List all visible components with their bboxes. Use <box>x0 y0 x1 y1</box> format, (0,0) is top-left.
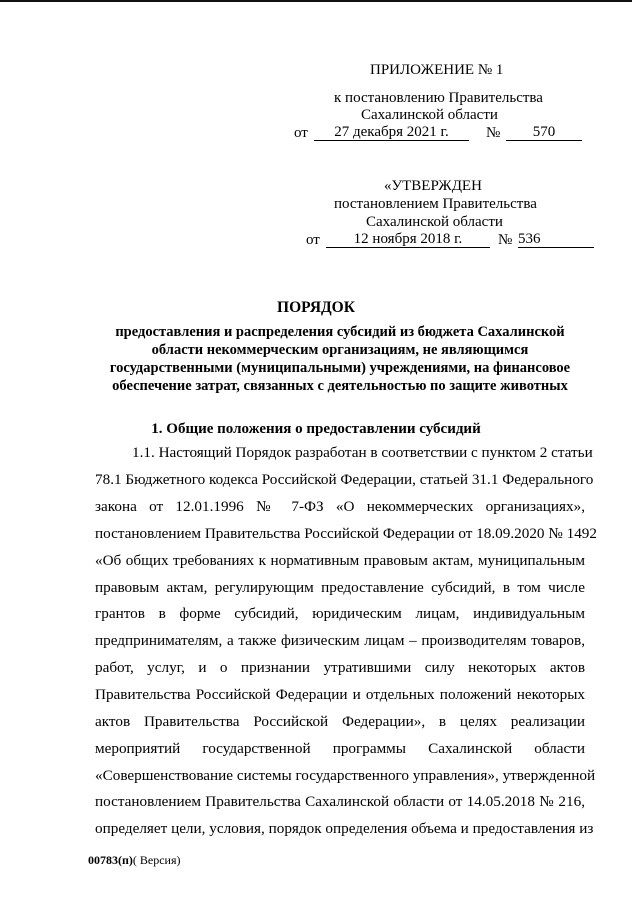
appendix-number: 570 <box>506 123 582 141</box>
appendix-line-2: Сахалинской области <box>361 107 498 123</box>
body-line: актов Правительства Российской Федерации», в целях реализации <box>95 713 585 730</box>
subtitle-line: государственными (муниципальными) учреждениями, на финансовое <box>109 360 571 376</box>
body-line: «Совершенствование системы государственного управления», утвержденной <box>95 767 596 784</box>
body-line: 78.1 Бюджетного кодекса Российской Федерации, статьей 31.1 Федерального <box>95 471 594 488</box>
approved-line-1: постановлением Правительства <box>334 196 537 212</box>
body-line: постановлением Правительства Сахалинской области от 14.05.2018 № 216, <box>95 793 585 810</box>
body-line: определяет цели, условия, порядок определения объема и предоставления из <box>95 820 594 837</box>
approved-line-2: Сахалинской области <box>366 214 503 230</box>
section-heading: 1. Общие положения о предоставлении субсидий <box>151 421 481 437</box>
subtitle-line: обеспечение затрат, связанных с деятельностью по защите животных <box>112 378 568 394</box>
body-line: постановлением Правительства Российской Федерации от 18.09.2020 № 1492 <box>95 525 597 542</box>
approved-number: 536 <box>518 230 594 248</box>
top-border-line <box>0 0 632 2</box>
document-title: ПОРЯДОК <box>277 299 355 316</box>
body-line: работ, услуг, и о признании утратившими силу некоторых актов <box>95 659 585 676</box>
footer-code: 00783(п) <box>88 853 133 867</box>
appendix-number-label: № <box>486 125 501 141</box>
body-line: 1.1. Настоящий Порядок разработан в соответствии с пунктом 2 статьи <box>132 444 593 461</box>
body-line: Правительства Российской Федерации и отдельных положений некоторых <box>95 686 585 703</box>
body-line: правовым актам, регулирующим предоставление субсидий, в том числе <box>95 579 585 596</box>
body-line: мероприятий государственной программы Сахалинской области <box>95 740 585 757</box>
document-footer <box>88 853 181 868</box>
body-line: «Об общих требованиях к нормативным правовым актам, муниципальным <box>95 552 585 569</box>
footer-version: ( Версия) <box>132 853 181 867</box>
subtitle-line: предоставления и распределения субсидий из бюджета Сахалинской <box>115 324 565 340</box>
body-line: закона от 12.01.1996 № 7-ФЗ «О некоммерческих организациях», <box>95 498 585 515</box>
body-line: предпринимателям, а также физическим лицам – производителям товаров, <box>95 632 585 649</box>
approved-number-label: № <box>498 232 513 248</box>
approved-date: 12 ноября 2018 г. <box>326 230 490 248</box>
body-line: грантов в форме субсидий, юридическим лицам, индивидуальным <box>95 605 585 622</box>
subtitle-line: области некоммерческим организациям, не являющимся <box>151 342 529 358</box>
approved-title: «УТВЕРЖДЕН <box>384 178 482 194</box>
appendix-line-1: к постановлению Правительства <box>334 90 543 106</box>
appendix-date: 27 декабря 2021 г. <box>314 123 469 141</box>
appendix-from-label: от <box>294 125 308 141</box>
appendix-title: ПРИЛОЖЕНИЕ № 1 <box>370 62 504 78</box>
approved-from-label: от <box>306 232 320 248</box>
